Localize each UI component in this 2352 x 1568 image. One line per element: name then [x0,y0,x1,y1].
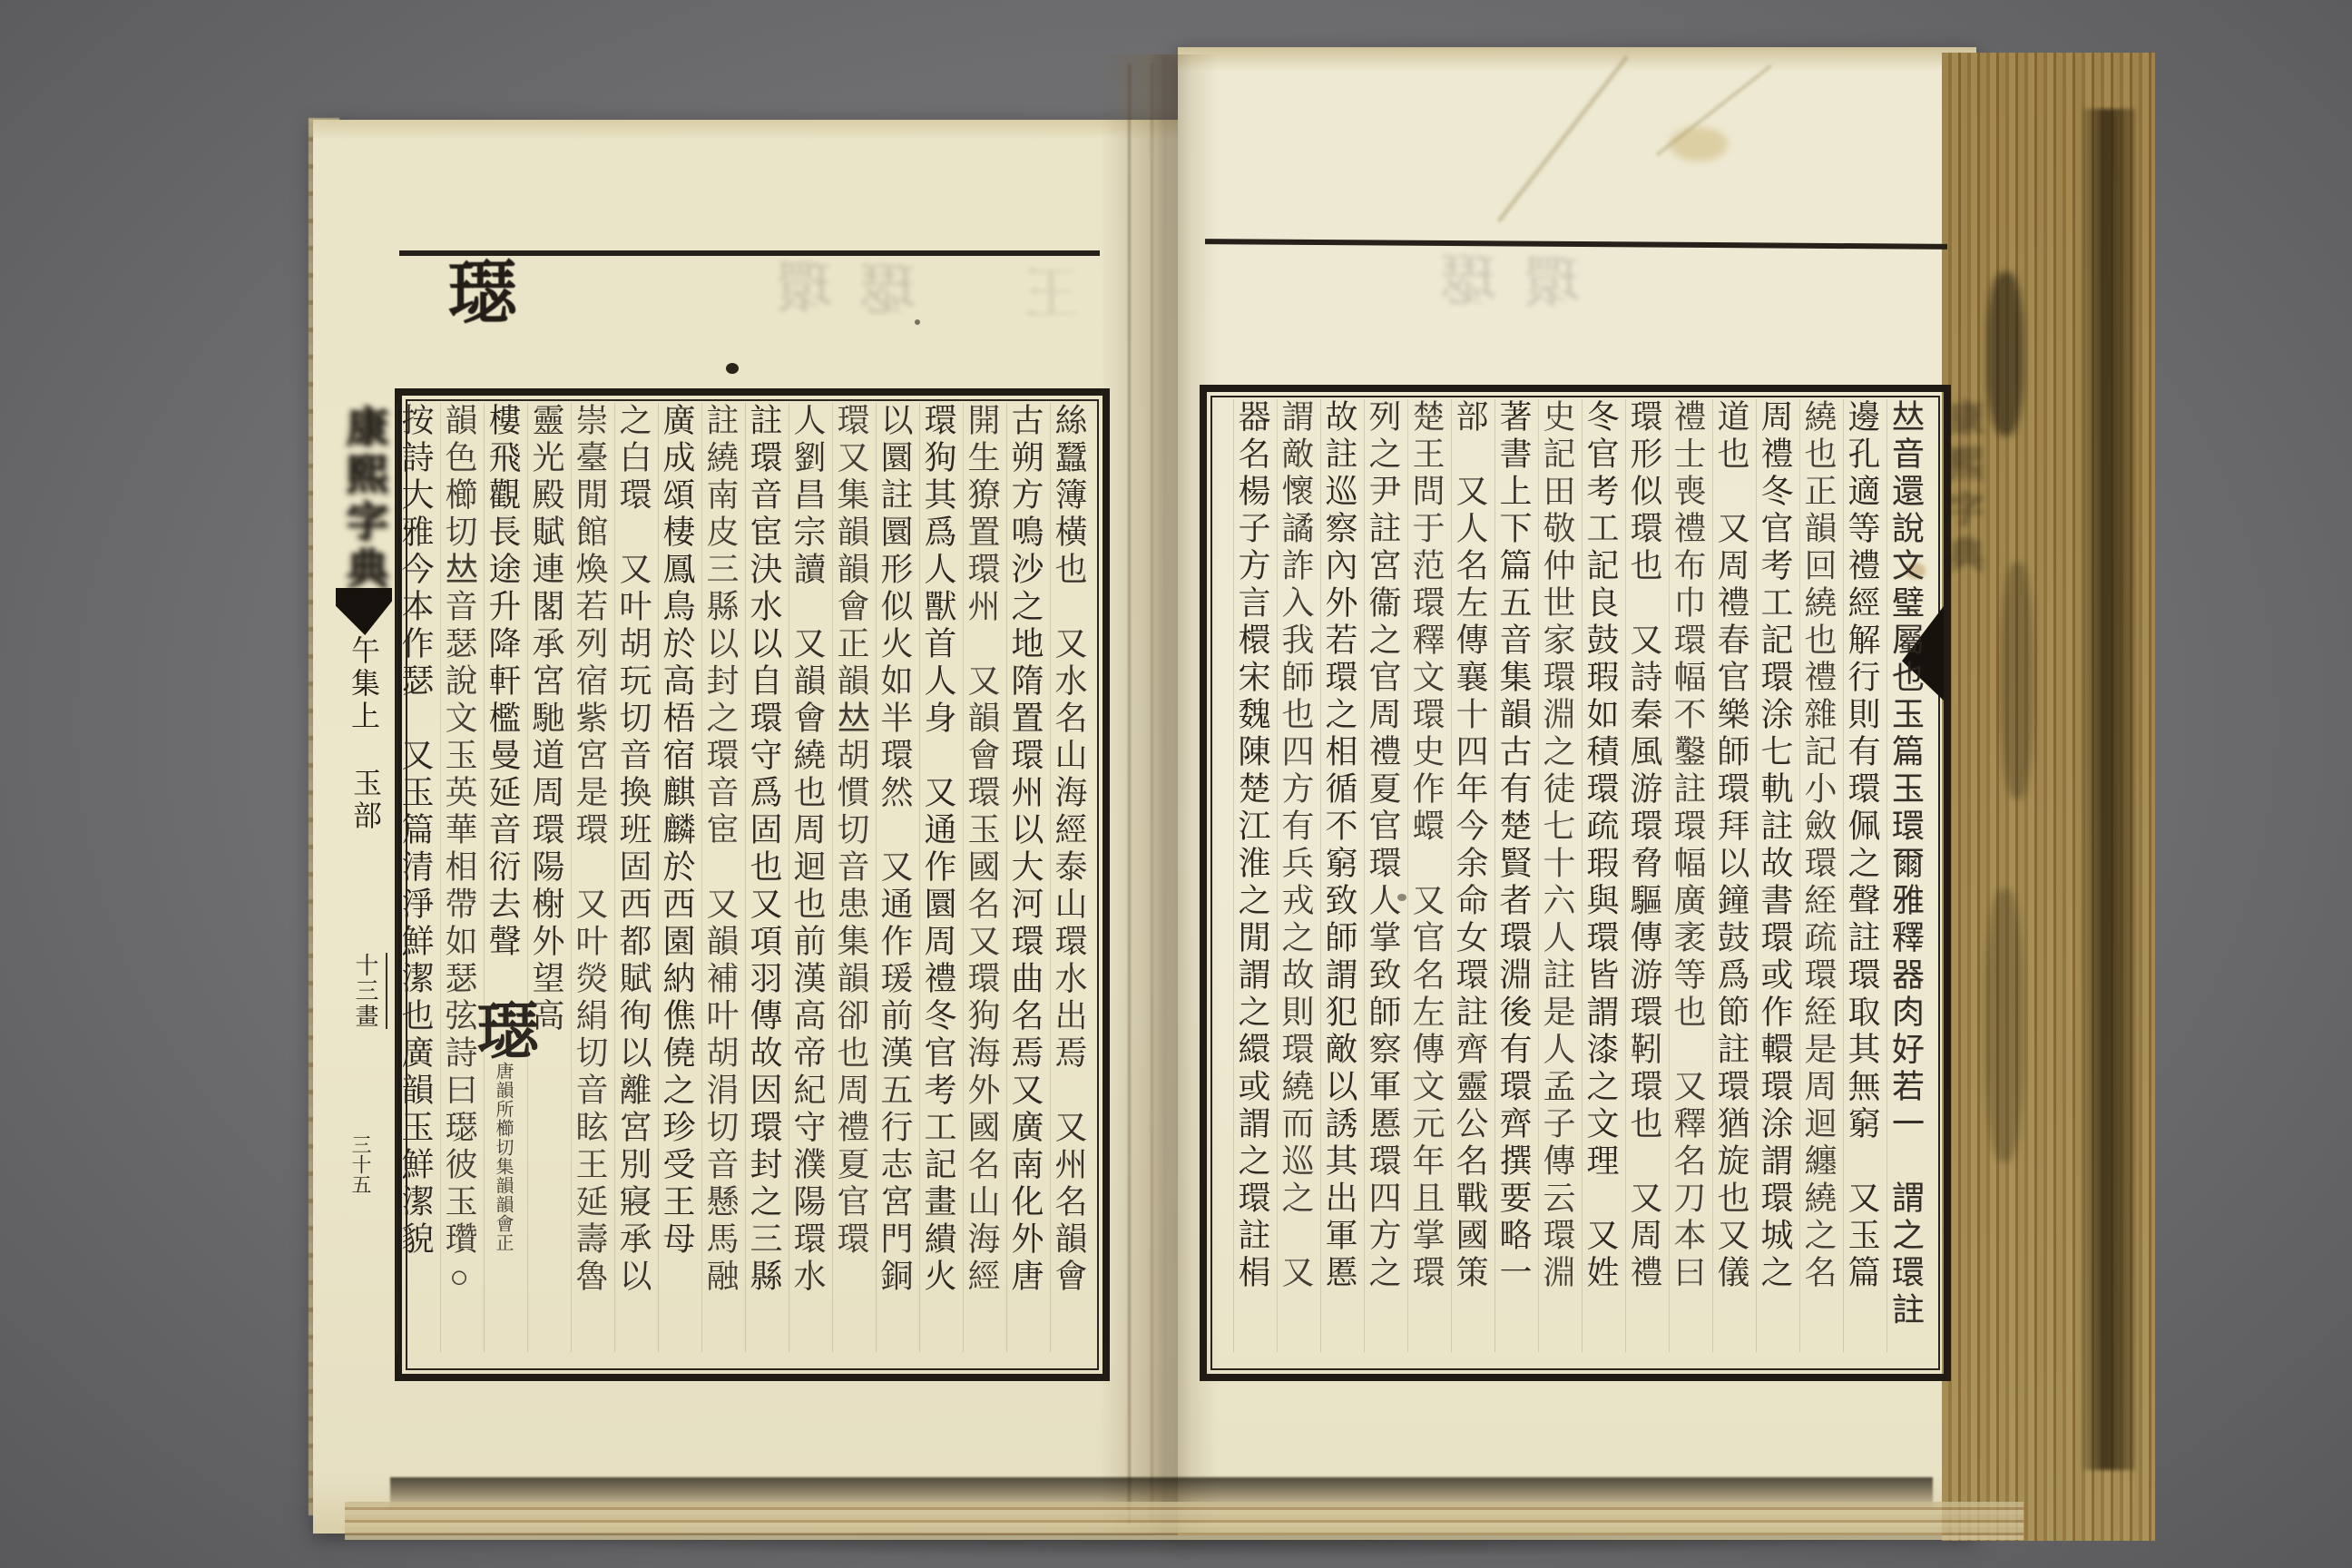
banxin-stroke-count: 十三畫 [348,953,387,1029]
text-column: 部 又人名左傳襄十四年今余命女環註齊靈公名戰國策 [1451,399,1488,1352]
text-column: 列之尹註宮衞之官周禮夏官環人掌致師察軍慝環四方之 [1364,399,1401,1352]
text-column: 之白環 又叶胡玩切音換班固西都賦徇以離宮別寢承以 [614,403,652,1352]
text-column: 史記田敬仲世家環淵之徒七十六人註是人孟子傳云環淵 [1538,399,1575,1352]
text-column: 崇臺閒館煥若列宿紫宮是環 又叶熒絹切音眩王延壽魯 [571,403,608,1352]
left-header-entry-character: 璱 [437,256,514,325]
text-column: 韻色櫛切𠀤音瑟說文玉英華相帶如瑟弦詩曰璱彼玉瓚○ [440,403,477,1352]
text-column: 謂敵懷譎詐入我師也四方有兵戎之故則環繞而巡之 又 [1277,399,1314,1352]
pronunciation-note: 唐韻所櫛切集韻韻會正 [493,1062,513,1252]
text-column: 楚王問于范環釋文環史作蠉 又官名左傳文元年且掌環 [1407,399,1445,1352]
text-column: 以圜註圜形似火如半環然 又通作瑗前漢五行志宮門銅 [876,403,913,1352]
banxin-radical-label: 玉部 [349,768,382,833]
text-column: 𠀤音還說文璧屬也玉篇玉環爾雅釋器肉好若一 謂之環註 [1886,399,1924,1352]
left-header-ghost-character: 王 [1025,262,1089,328]
left-header-ghost-character: 璱 [862,259,926,324]
text-column: 人劉昌宗讀 又韻會繞也周迴也前漢高帝紀守濮陽環水 [789,403,826,1352]
text-column: 冬官考工記良鼓瑕如積環疏瑕與環皆謂漆之文理 又姓 [1582,399,1619,1352]
left-header-ghost-character: 環 [779,257,842,322]
text-column: 周禮冬官考工記環涂七軌註故書環或作轘環涂謂環城之 [1756,399,1793,1352]
fore-edge-dark-curl [2082,109,2135,1470]
paper-stain [1670,127,1728,162]
banxin-volume-label: 午集上 [348,635,380,733]
banxin-margin-strip [328,397,394,1387]
right-header-ghost-character: 環 [1526,251,1590,317]
text-column: 絲蠶簿橫也 又水名山海經泰山環水出焉 又州名韻會 [1050,403,1087,1352]
text-column: 廣成頌棲鳳鳥於高梧宿麒麟於西園納僬僥之珍受王母 [658,403,695,1352]
text-column: 樓飛觀長途升降軒檻曼延音衍去聲 璱唐韻所櫛切集韻韻會正 [484,403,521,1352]
text-column: 環狗其爲人獸首人身 又通作圜周禮冬官考工記畫繢火 [919,403,956,1352]
text-column: 按詩大雅今本作瑟 又玉篇清淨鮮潔也廣韻玉鮮潔貌 [397,403,434,1352]
text-column: 環形似環也 又詩秦風游環脅驅傳游環靷環也 又周禮 [1625,399,1662,1352]
edge-ink-smear [1987,272,2024,436]
text-column: 註環音宦決水以自環守爲固也又項羽傳故因環封之三縣 [745,403,782,1352]
text-column: 古朔方鳴沙之地隋置環州以大河環曲名焉又廣南化外唐 [1006,403,1044,1352]
bottom-leaf-stack [345,1502,2024,1540]
banxin-leaf-number: 三十五 [349,1134,372,1194]
text-column: 開生獠置環州 又韻會環玉國名又環狗海外國名山海經 [963,403,1000,1352]
right-header-ghost-character: 璱 [1443,250,1506,315]
ink-speck [726,363,739,374]
entry-head-character: 璱 [468,998,537,1062]
right-page-entry-text [1214,399,1924,1352]
text-column: 道也 又周禮春官樂師環拜以鐘鼓爲節註環猶旋也又儀 [1712,399,1749,1352]
banxin-book-title: 康熙字典 [341,405,387,593]
text-column: 繞也正韻回繞也禮雜記小斂環絰疏環絰是周迴纏繞之名 [1799,399,1837,1352]
text-column: 靈光殿賦連閣承宮馳道周環陽榭外望高 [527,403,564,1352]
text-column: 邊孔適等禮經解行則有環佩之聲註環取其無窮 又玉篇 [1843,399,1880,1352]
text-column: 著書上下篇五音集韻古有楚賢者環淵後有環齊撰要略一 [1494,399,1532,1352]
gutter-crease-line [1128,64,1131,1524]
gutter-crease-line [1151,64,1153,1524]
fore-edge-book-title: 康熙字典 [1943,399,1984,581]
text-column: 故註巡察內外若環之相循不窮致師謂犯敵以誘其出軍慝 [1320,399,1357,1352]
left-page-entry-text [397,403,1087,1352]
text-column: 禮士喪禮布巾環幅不鑿註環幅廣袤等也 又釋名刀本曰 [1669,399,1706,1352]
edge-ink-smear [2001,563,2034,799]
text-column: 環又集韻韻會正韻𠀤胡慣切音患集韻卻也周禮夏官環 [832,403,869,1352]
text-column: 器名楊子方言檈宋魏陳楚江淮之閒謂之繯或謂之環註梋 [1233,399,1270,1352]
text-column: 註繞南皮三縣以封之環音宦 又韻補叶胡涓切音懸馬融 [701,403,739,1352]
edge-ink-smear [1985,889,2024,1161]
